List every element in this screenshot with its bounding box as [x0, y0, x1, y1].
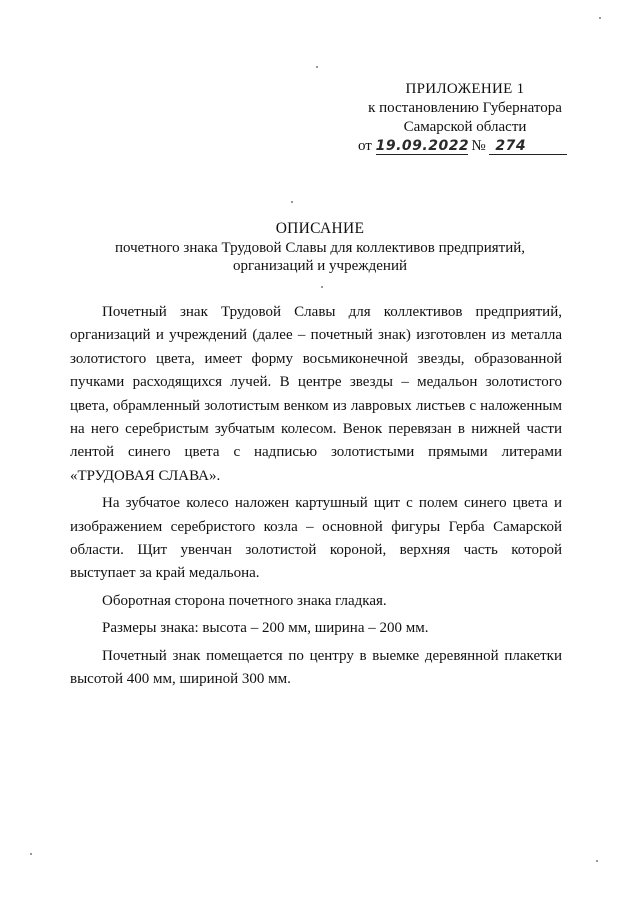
- from-label: от: [358, 138, 372, 154]
- paragraph-placement: Почетный знак помещается по центру в выемке деревянной плакетки высотой 400 мм, шириной 300 мм.: [70, 647, 562, 688]
- appendix-decree-line: к постановлению Губернатора: [368, 100, 562, 116]
- heading-title: ОПИСАНИЕ: [275, 220, 365, 237]
- document-heading: [70, 220, 570, 275]
- document-body: [70, 301, 562, 696]
- scan-speck: [291, 201, 293, 203]
- scan-speck: [599, 17, 601, 19]
- paragraph-shield: На зубчатое колесо наложен картушный щит с полем синего цвета и изображением серебристого козла – основной фигуры Герба Самарской области. Щит увенчан золотистой короной, верхняя часть которой выступает за край медальона.: [70, 495, 562, 582]
- handwritten-number: 274: [489, 139, 567, 155]
- appendix-region-line: Самарской области: [403, 119, 527, 135]
- scan-speck: [321, 286, 323, 288]
- appendix-header: [350, 80, 580, 156]
- appendix-date-row: [358, 137, 580, 156]
- paragraph-dimensions: Размеры знака: высота – 200 мм, ширина – 200 мм.: [102, 620, 429, 637]
- paragraph-description: Почетный знак Трудовой Славы для коллективов предприятий, организаций и учреждений (далее – почетный знак) изготовлен из металла золотистого цвета, имеет форму восьмиконечной звезды, образованной пучками расходящихся лучей. В центре звезды – медальон золотистого цвета, обрамленный золотистым венком из лавровых листьев с наложенным на него серебристым зубчатым колесом. Венок перевязан в нижней части лентой синего цвета с надписью золотистыми прямыми литерами «ТРУДОВАЯ СЛАВА».: [70, 304, 562, 484]
- scan-speck: [30, 853, 32, 855]
- appendix-title: ПРИЛОЖЕНИЕ 1: [405, 81, 525, 97]
- heading-subtitle-line1: почетного знака Трудовой Славы для коллективов предприятий,: [114, 240, 526, 256]
- heading-subtitle-line2: организаций и учреждений: [233, 258, 407, 274]
- paragraph-reverse: Оборотная сторона почетного знака гладкая.: [102, 592, 387, 609]
- handwritten-date: 19.09.2022: [375, 138, 470, 154]
- scan-speck: [596, 860, 598, 862]
- scan-speck: [316, 66, 318, 68]
- number-label: №: [471, 138, 486, 154]
